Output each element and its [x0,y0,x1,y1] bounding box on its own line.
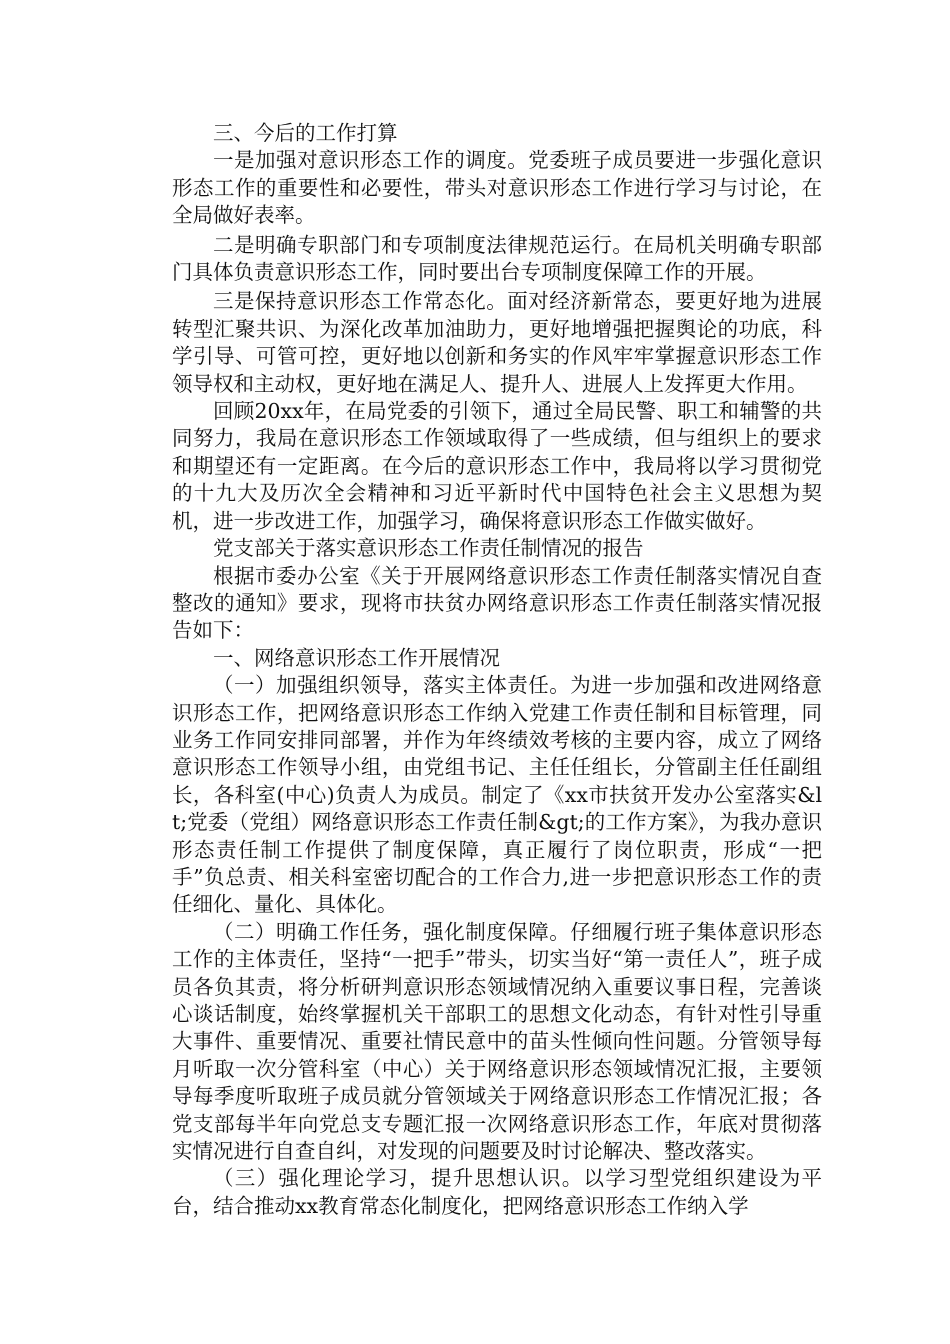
section-heading-future-plans: 三、今后的工作打算 [213,121,398,145]
paragraph: 回顾20xx年，在局党委的引领下，通过全局民警、职工和辅警的共同努力，我局在意识形态工作领域取得了一些成绩，但与组织上的要求和期望还有一定距离。在今后的意识形态工作中，我局将以学习贯彻党的十九大及历次全会精神和习近平新时代中国特色社会主义思想为契机，进一步改进工作，加强学习，确保将意识形态工作做实做好。 [172,399,822,533]
report-title: 党支部关于落实意识形态工作责任制情况的报告 [213,536,644,561]
paragraph: （一）加强组织领导，落实主体责任。为进一步加强和改进网络意识形态工作，把网络意识形态工作纳入党建工作责任制和目标管理，同业务工作同安排同部署，并作为年终绩效考核的主要内容，成立了网络意识形态工作领导小组，由党组书记、主任任组长，分管副主任任副组长，各科室(中心)负责人为成员。制定了《xx市扶贫开发办公室落实&lt;党委（党组）网络意识形态工作责任制&gt;的工作方案》，为我办意识形态责任制工作提供了制度保障，真正履行了岗位职责，形成“一把手”负总责、相关科室密切配合的工作合力,进一步把意识形态工作的责任细化、量化、具体化。 [172,673,822,917]
paragraph: 一是加强对意识形态工作的调度。党委班子成员要进一步强化意识形态工作的重要性和必要性，带头对意识形态工作进行学习与讨论，在全局做好表率。 [172,148,822,228]
paragraph: （二）明确工作任务，强化制度保障。仔细履行班子集体意识形态工作的主体责任，坚持“一把手”带头，切实当好“第一责任人”，班子成员各负其责，将分析研判意识形态领域情况纳入重要议事日程，完善谈心谈话制度，始终掌握机关干部职工的思想文化动态，有针对性引导重大事件、重要情况、重要社情民意中的苗头性倾向性问题。分管领导每月听取一次分管科室（中心）关于网络意识形态领域情况汇报，主要领导每季度听取班子成员就分管领域关于网络意识形态工作情况汇报；各党支部每半年向党总支专题汇报一次网络意识形态工作，年底对贯彻落实情况进行自查自纠，对发现的问题要及时讨论解决、整改落实。 [172,919,822,1164]
paragraph: （三）强化理论学习，提升思想认识。以学习型党组织建设为平台，结合推动xx教育常态化制度化，把网络意识形态工作纳入学 [172,1166,822,1218]
section-heading-network-ideology: 一、网络意识形态工作开展情况 [213,645,500,670]
paragraph: 二是明确专职部门和专项制度法律规范运行。在局机关明确专职部门具体负责意识形态工作，同时要出台专项制度保障工作的开展。 [172,232,822,285]
paragraph: 三是保持意识形态工作常态化。面对经济新常态，要更好地为进展转型汇聚共识、为深化改革加油助力，更好地增强把握舆论的功底，科学引导、可管可控，更好地以创新和务实的作风牢牢掌握意识形态工作领导权和主动权，更好地在满足人、提升人、进展人上发挥更大作用。 [172,289,822,396]
document-body [172,120,822,1220]
paragraph: 根据市委办公室《关于开展网络意识形态工作责任制落实情况自查整改的通知》要求，现将市扶贫办网络意识形态工作责任制落实情况报告如下： [172,563,822,643]
